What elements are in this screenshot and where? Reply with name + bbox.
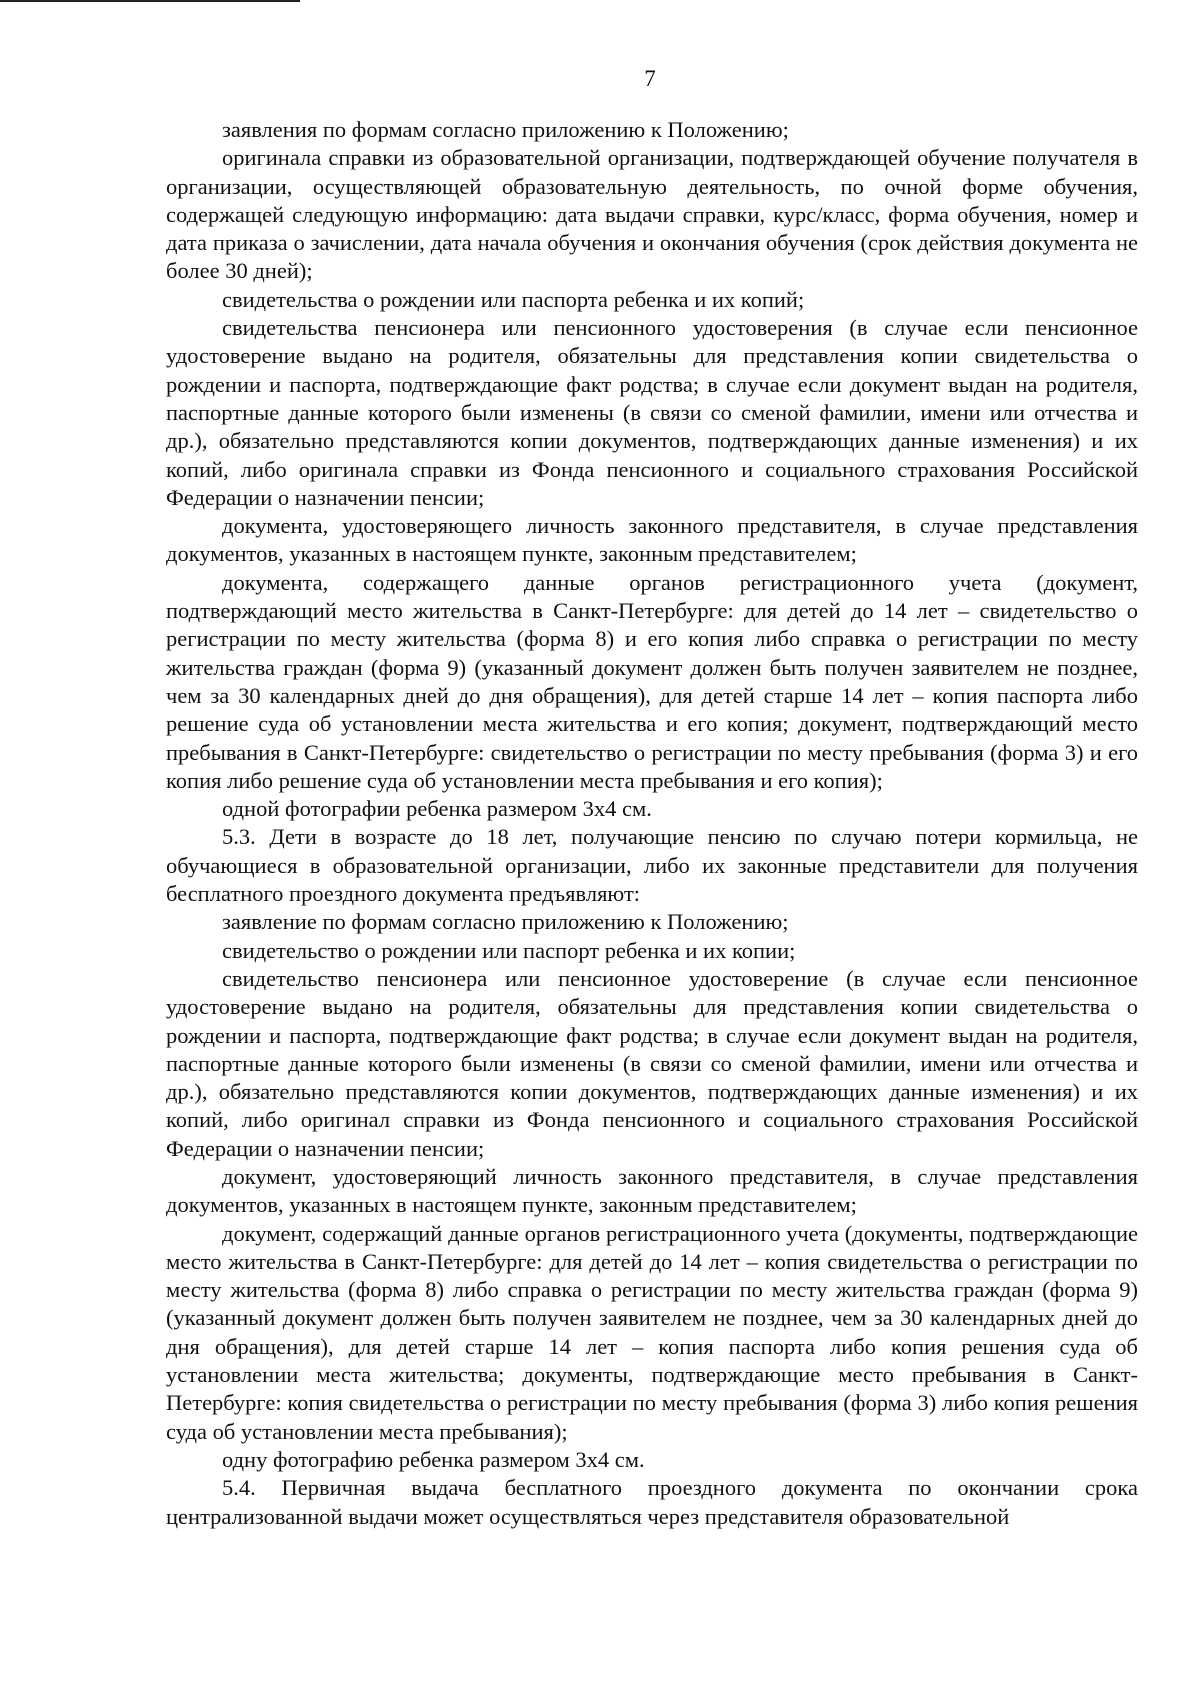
paragraph-section-5-3: 5.3. Дети в возрасте до 18 лет, получающие пенсию по случаю потери кормильца, не обучающиеся в образовательной организации, либо их законные представители для получения бесплатного проездного документа предъявляют:	[166, 824, 1138, 907]
paragraph: свидетельство пенсионера или пенсионное удостоверение (в случае если пенсионное удостоверение выдано на родителя, обязательны для представления копии свидетельства о рождении и паспорта, подтверждающие факт родства; в случае если документ выдан на родителя, паспортные данные которого были изменены (в связи со сменой фамилии, имени или отчества и др.), обязательно представляются копии документов, подтверждающих данные изменения) и их копий, либо оригинал справки из Фонда пенсионного и социального страхования Российской Федерации о назначении пенсии;	[166, 965, 1138, 1161]
document-body	[166, 116, 1138, 1531]
scan-edge-line	[0, 0, 300, 2]
paragraph: документа, удостоверяющего личность законного представителя, в случае представления документов, указанных в настоящем пункте, законным представителем;	[166, 513, 1138, 567]
paragraph-section-5-4: 5.4. Первичная выдача бесплатного проездного документа по окончании срока централизованной выдачи может осуществляться через представителя образовательной	[166, 1475, 1138, 1529]
paragraph: свидетельства пенсионера или пенсионного удостоверения (в случае если пенсионное удостоверение выдано на родителя, обязательны для представления копии свидетельства о рождении и паспорта, подтверждающие факт родства; в случае если документ выдан на родителя, паспортные данные которого были изменены (в связи со сменой фамилии, имени или отчества и др.), обязательно представляются копии документов, подтверждающих данные изменения) и их копий, либо оригинала справки из Фонда пенсионного и социального страхования Российской Федерации о назначении пенсии;	[166, 315, 1138, 510]
paragraph: свидетельство о рождении или паспорт ребенка и их копии;	[222, 937, 796, 963]
paragraph: одну фотографию ребенка размером 3х4 см.	[222, 1446, 645, 1472]
paragraph: одной фотографии ребенка размером 3х4 см.	[222, 796, 652, 822]
page-number: 7	[644, 66, 656, 91]
paragraph: заявления по формам согласно приложению к Положению;	[222, 117, 789, 142]
paragraph: заявление по формам согласно приложению к Положению;	[222, 909, 789, 935]
paragraph: документ, содержащий данные органов регистрационного учета (документы, подтверждающие место жительства в Санкт-Петербурге: для детей до 14 лет – копия свидетельства о регистрации по месту жительства (форма 8) либо справка о регистрации по месту жительства граждан (форма 9) (указанный документ должен быть получен заявителем не позднее, чем за 30 календарных дней до дня обращения), для детей старше 14 лет – копия паспорта либо копия решения суда об установлении места жительства; документы, подтверждающие место пребывания в Санкт-Петербурге: копия свидетельства о регистрации по месту пребывания (форма 3) либо копия решения суда об установлении места пребывания);	[166, 1220, 1138, 1444]
paragraph: оригинала справки из образовательной организации, подтверждающей обучение получателя в организации, осуществляющей образовательную деятельность, по очной форме обучения, содержащей следующую информацию: дата выдачи справки, курс/класс, форма обучения, номер и дата приказа о зачислении, дата начала обучения и окончания обучения (срок действия документа не более 30 дней);	[166, 145, 1138, 284]
paragraph: документа, содержащего данные органов регистрационного учета (документ, подтверждающий место жительства в Санкт-Петербурге: для детей до 14 лет – свидетельство о регистрации по месту жительства (форма 8) и его копия либо справка о регистрации по месту жительства граждан (форма 9) (указанный документ должен быть получен заявителем не позднее, чем за 30 календарных дней до дня обращения), для детей старше 14 лет – копия паспорта либо решение суда об установлении места жительства и его копия; документ, подтверждающий место пребывания в Санкт-Петербурге: свидетельство о регистрации по месту пребывания (форма 3) и его копия либо решение суда об установлении места пребывания и его копия);	[166, 569, 1138, 793]
paragraph: свидетельства о рождении или паспорта ребенка и их копий;	[222, 286, 805, 312]
paragraph: документ, удостоверяющий личность законного представителя, в случае представления документов, указанных в настоящем пункте, законным представителем;	[166, 1163, 1138, 1218]
